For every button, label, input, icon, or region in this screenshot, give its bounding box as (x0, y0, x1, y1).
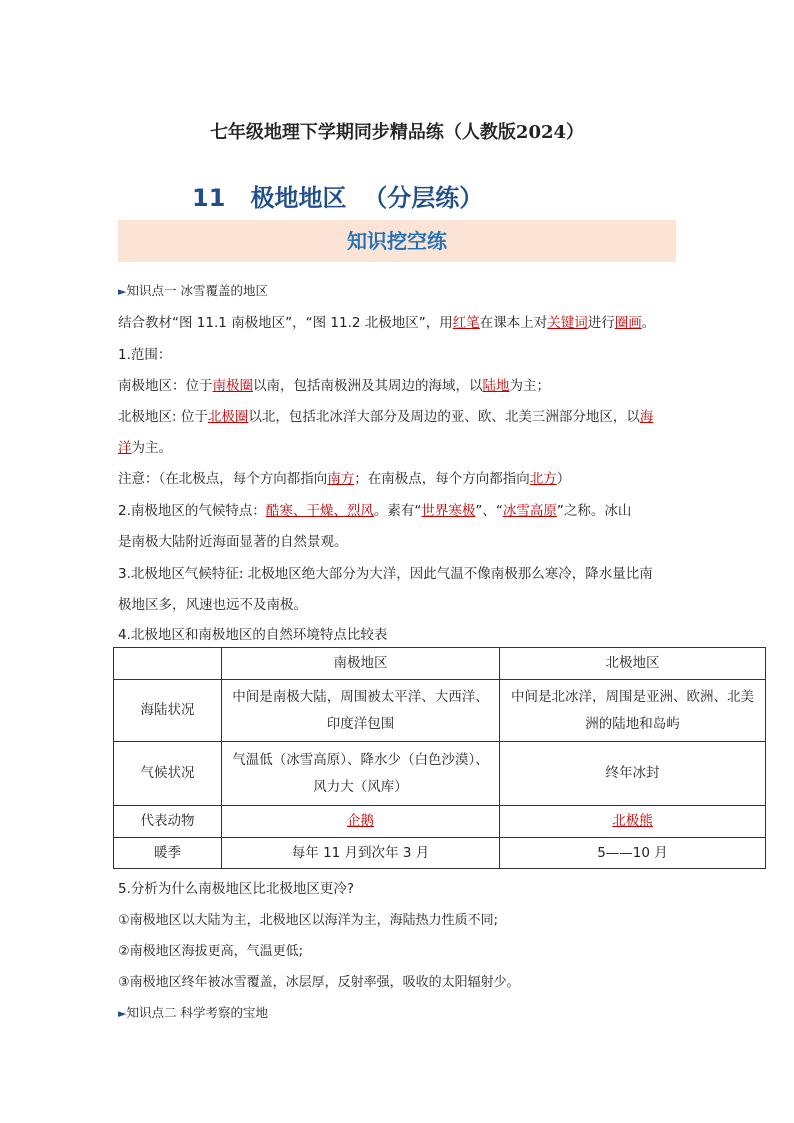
text: 进行 (587, 315, 615, 331)
section-1-heading: 1.范围： (118, 347, 172, 363)
text: 2.南极地区的气候特点： (118, 503, 266, 519)
kp2-label: 知识点二 科学考察的宝地 (126, 1005, 268, 1020)
text: 在课本上对 (479, 315, 548, 331)
table-row (114, 742, 766, 806)
section-2-line (118, 499, 631, 519)
chapter-suffix: （分层练） (363, 184, 484, 212)
keyword: 冰雪高原 (502, 503, 557, 519)
keyword: 北方 (529, 471, 557, 487)
south-cell: 中间是南极大陆，周围被太平洋、大西洋、印度洋包围 (222, 680, 500, 742)
section-4-heading: 4.北极地区和南极地区的自然环境特点比较表 (118, 627, 388, 643)
north-cell: 终年冰封 (500, 742, 766, 806)
south-scope-line (118, 374, 550, 394)
keyword: 陆地 (482, 378, 510, 394)
chapter-number: 11 (192, 184, 226, 212)
knowledge-point-1 (118, 281, 268, 299)
text: ） (556, 471, 571, 487)
text: 。素有“ (373, 503, 422, 519)
north-scope-line (118, 405, 653, 425)
row-label: 海陆状况 (114, 680, 222, 742)
table-row (114, 680, 766, 742)
keyword: 红笔 (452, 315, 480, 331)
keyword: 圈画 (614, 315, 642, 331)
north-cell (500, 806, 766, 838)
row-label: 代表动物 (114, 806, 222, 838)
keyword: 酷寒、干燥、烈风 (265, 503, 374, 519)
text: ；在南极点，每个方向都指向 (354, 471, 530, 487)
south-cell: 气温低（冰雪高原）、降水少（白色沙漠）、风力大（风库） (222, 742, 500, 806)
text: 南极地区：位于 (118, 378, 213, 394)
section-banner: 知识挖空练 (118, 220, 676, 262)
text: 北极地区: 位于 (118, 409, 208, 425)
intro-line (118, 311, 655, 331)
triangle-marker-icon: ► (118, 285, 127, 298)
reason-1: ①南极地区以大陆为主，北极地区以海洋为主，海陆热力性质不同; (118, 913, 499, 928)
north-cell: 5——10 月 (500, 838, 766, 869)
table-row (114, 806, 766, 838)
keyword: 南方 (327, 471, 355, 487)
header-cell (114, 648, 222, 680)
reason-3: ③南极地区终年被冰雪覆盖，冰层厚，反射率强，吸收的太阳辐射少。 (118, 975, 520, 990)
triangle-marker-icon: ► (118, 1007, 127, 1020)
row-label: 气候状况 (114, 742, 222, 806)
keyword: 关键词 (547, 315, 588, 331)
table-row (114, 838, 766, 869)
chapter-title: 极地地区 (250, 184, 347, 212)
header-cell: 北极地区 (500, 648, 766, 680)
north-scope-line-2 (118, 436, 172, 456)
kp1-label: 知识点一 冰雪覆盖的地区 (126, 283, 268, 298)
keyword: 洋 (118, 440, 132, 456)
text: 结合教材“图 11.1 南极地区”，“图 11.2 北极地区”，用 (118, 315, 453, 331)
keyword: 世界寒极 (421, 503, 476, 519)
chapter-heading (192, 178, 483, 213)
north-cell: 中间是北冰洋，周围是亚洲、欧洲、北美洲的陆地和岛屿 (500, 680, 766, 742)
keyword: 北极熊 (612, 813, 653, 829)
keyword: 企鹅 (347, 813, 374, 829)
text: ”、“ (475, 503, 503, 519)
reason-2: ②南极地区海拔更高，气温更低; (118, 944, 304, 959)
text: 以北，包括北冰洋大部分及周边的亚、欧、北美三洲部分地区，以 (248, 409, 640, 425)
text: 注意：（在北极点，每个方向都指向 (118, 471, 328, 487)
south-cell (222, 806, 500, 838)
section-5-heading: 5.分析为什么南极地区比北极地区更冷? (118, 881, 355, 897)
section-3-line: 3.北极地区气候特征: 北极地区绝大部分为大洋，因此气温不像南极那么寒冷，降水量比南 (118, 566, 653, 582)
text: 。 (641, 315, 656, 331)
section-2-line-2: 是南极大陆附近海面显著的自然景观。 (118, 534, 348, 550)
note-line (118, 467, 570, 487)
header-cell: 南极地区 (222, 648, 500, 680)
keyword: 南极圈 (212, 378, 253, 394)
text: 为主； (509, 378, 550, 394)
table-header-row (114, 648, 766, 680)
keyword: 北极圈 (207, 409, 249, 425)
knowledge-point-2 (118, 1003, 268, 1021)
text: 以南，包括南极洲及其周边的海域，以 (253, 378, 483, 394)
section-3-line-2: 极地区多，风速也远不及南极。 (118, 597, 307, 613)
keyword: 海 (639, 409, 654, 425)
row-label: 暖季 (114, 838, 222, 869)
comparison-table (113, 647, 766, 869)
page-title: 七年级地理下学期同步精品练（人教版2024） (209, 122, 585, 143)
text: ”之称。冰山 (556, 503, 632, 519)
south-cell: 每年 11 月到次年 3 月 (222, 838, 500, 869)
text: 为主。 (131, 440, 172, 456)
